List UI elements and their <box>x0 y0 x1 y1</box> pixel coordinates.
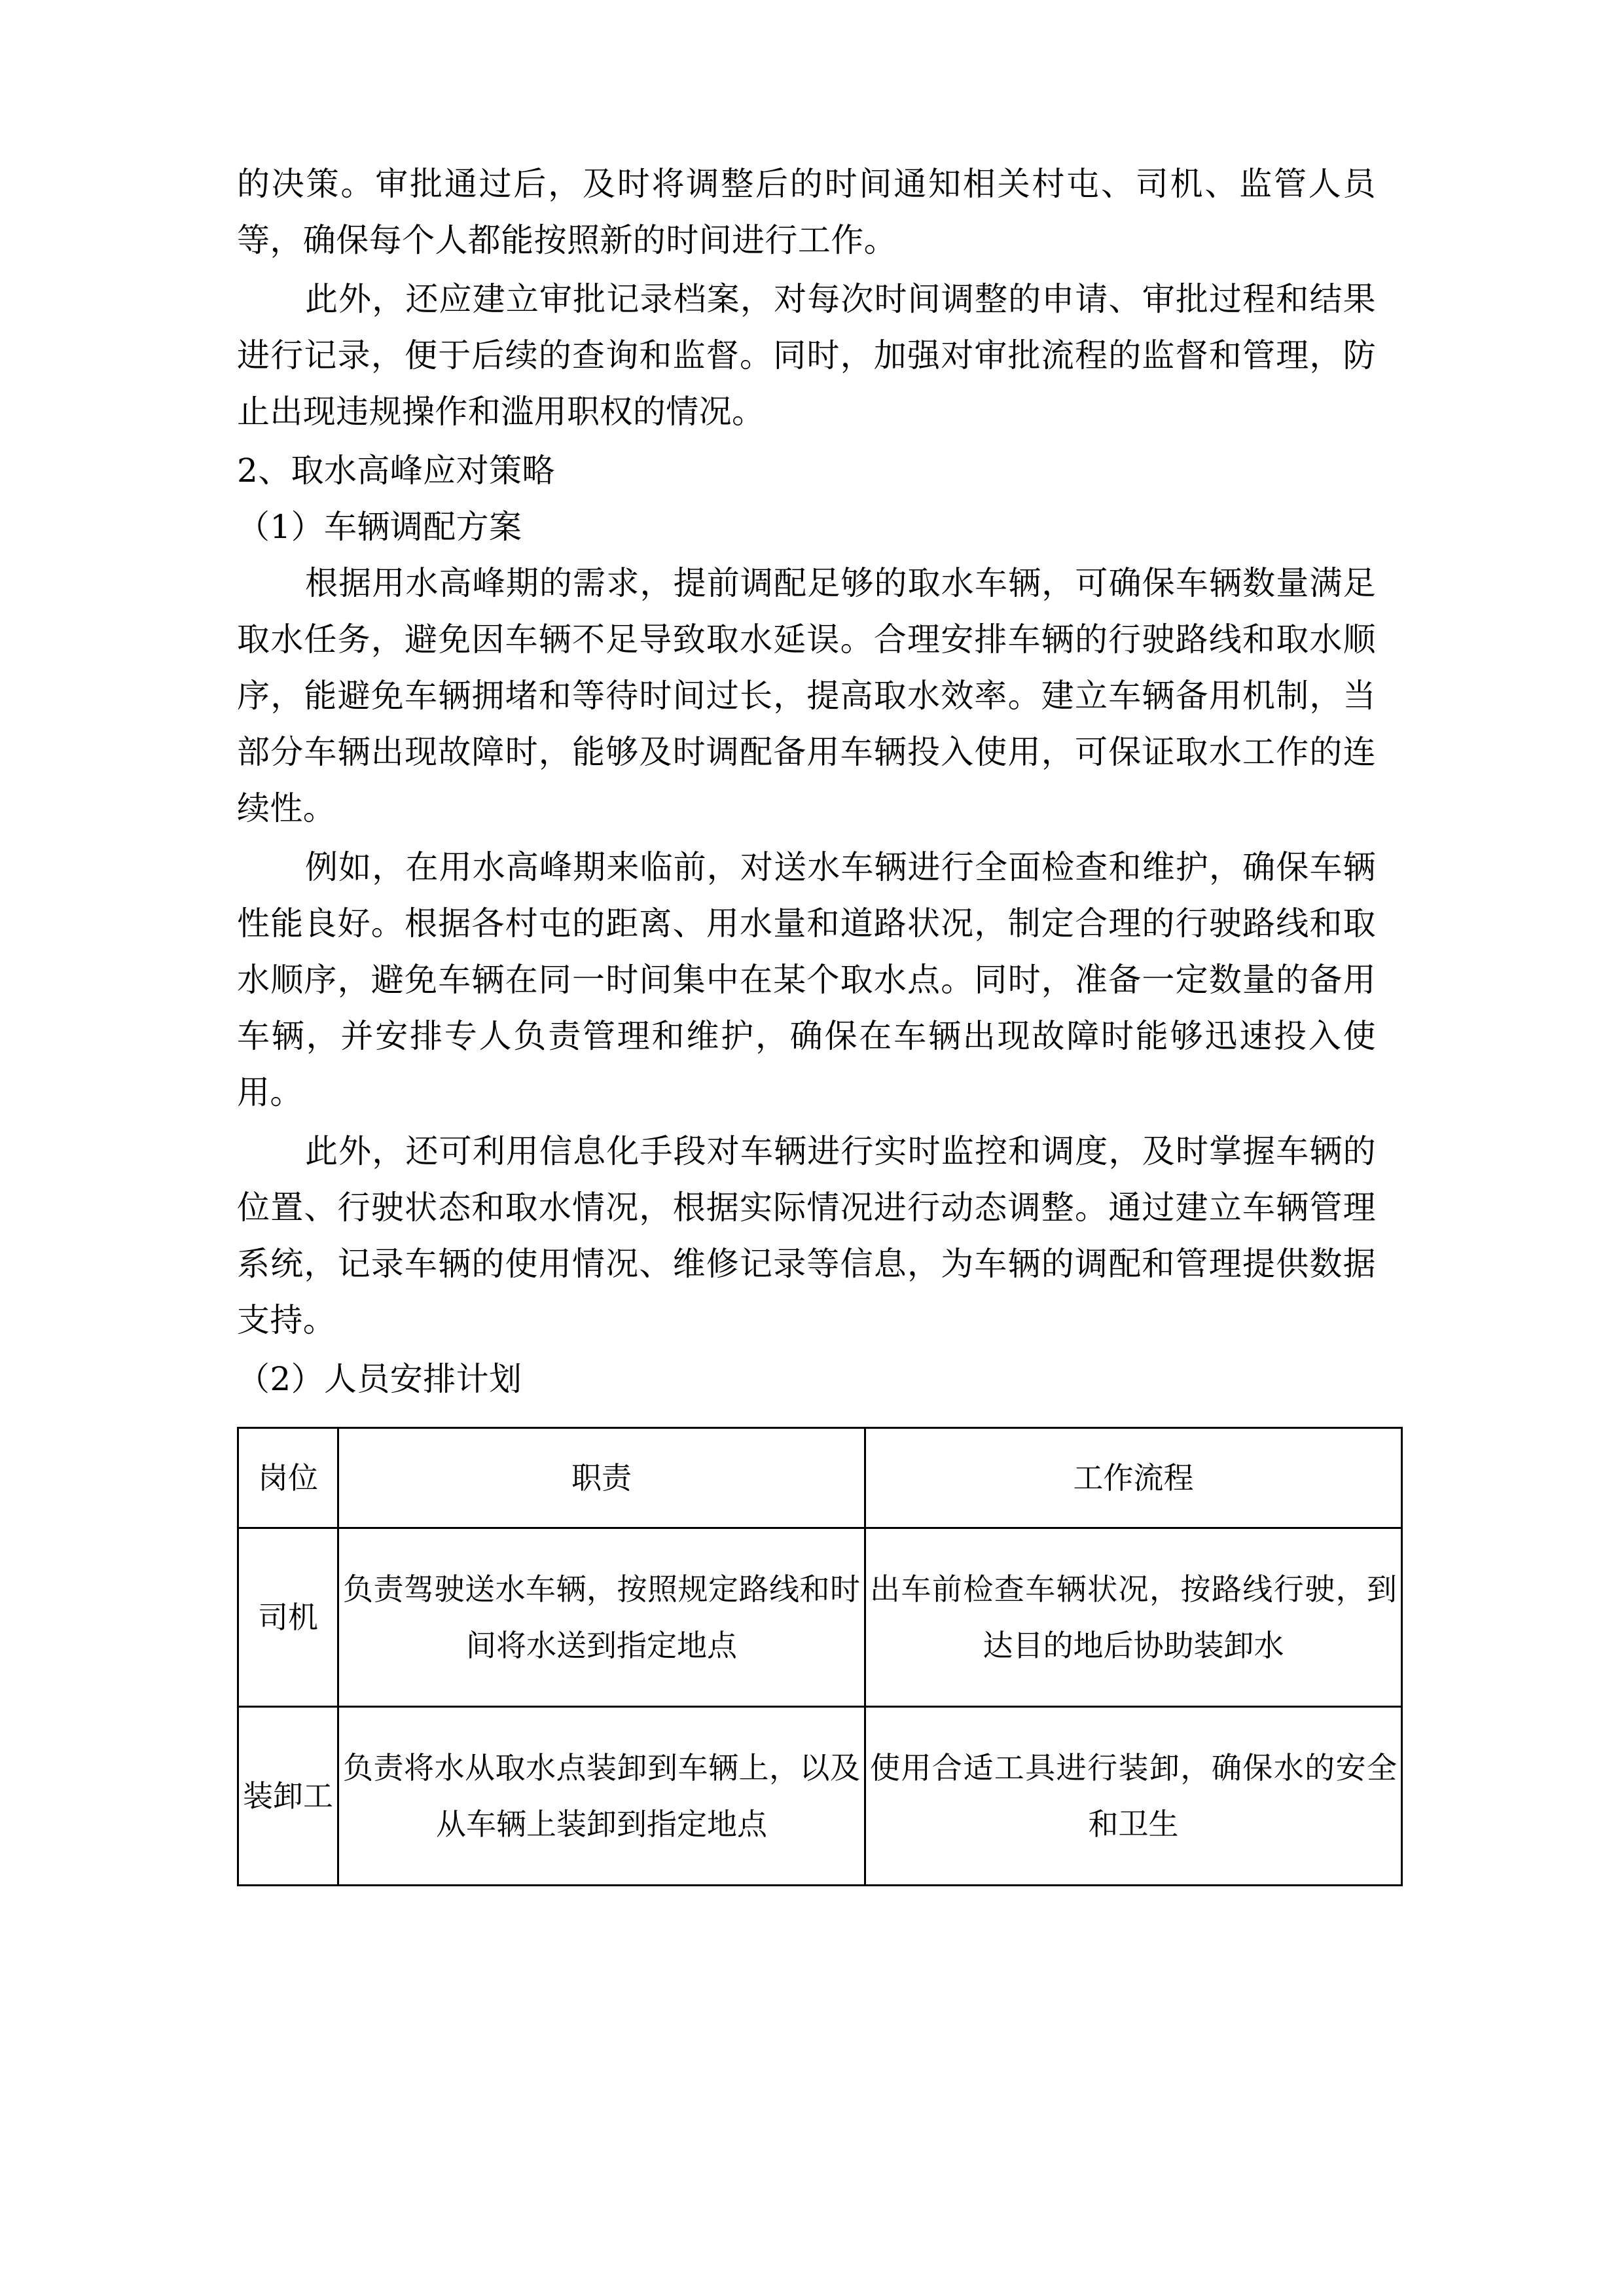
table-cell-workflow: 出车前检查车辆状况，按路线行驶，到达目的地后协助装卸水 <box>865 1528 1402 1707</box>
table-row <box>238 1528 1402 1707</box>
heading-staff-arrangement-plan: （2）人员安排计划 <box>237 1360 522 1398</box>
staff-arrangement-table <box>237 1427 1403 1886</box>
paragraph-informatization-dispatch: 此外，还可利用信息化手段对车辆进行实时监控和调度，及时掌握车辆的位置、行驶状态和取水情况，根据实际情况进行动态调整。通过建立车辆管理系统，记录车辆的使用情况、维修记录等信息，为车辆的调配和管理提供数据支持。 <box>237 1132 1376 1339</box>
paragraph-decision-approval: 的决策。审批通过后，及时将调整后的时间通知相关村屯、司机、监管人员等，确保每个人都能按照新的时间进行工作。 <box>237 165 1376 259</box>
table-cell-workflow: 使用合适工具进行装卸，确保水的安全和卫生 <box>865 1707 1402 1886</box>
heading-vehicle-allocation-plan: （1）车辆调配方案 <box>237 508 522 546</box>
table-cell-role: 装卸工 <box>238 1707 338 1886</box>
table-cell-duty: 负责将水从取水点装卸到车辆上，以及从车辆上装卸到指定地点 <box>338 1707 865 1886</box>
heading-peak-water-strategy: 2、取水高峰应对策略 <box>237 452 555 490</box>
paragraph-approval-records: 此外，还应建立审批记录档案，对每次时间调整的申请、审批过程和结果进行记录，便于后续的查询和监督。同时，加强对审批流程的监督和管理，防止出现违规操作和滥用职权的情况。 <box>237 280 1376 431</box>
table-cell-duty: 负责驾驶送水车辆，按照规定路线和时间将水送到指定地点 <box>338 1528 865 1707</box>
staff-table-wrapper <box>237 1427 1397 1886</box>
table-cell-role: 司机 <box>238 1528 338 1707</box>
paragraph-vehicle-example: 例如，在用水高峰期来临前，对送水车辆进行全面检查和维护，确保车辆性能良好。根据各村屯的距离、用水量和道路状况，制定合理的行驶路线和取水顺序，避免车辆在同一时间集中在某个取水点。同时，准备一定数量的备用车辆，并安排专人负责管理和维护，确保在车辆出现故障时能够迅速投入使用。 <box>237 848 1376 1111</box>
table-header-row <box>238 1428 1402 1528</box>
table-row <box>238 1707 1402 1886</box>
paragraph-vehicle-allocation: 根据用水高峰期的需求，提前调配足够的取水车辆，可确保车辆数量满足取水任务，避免因车辆不足导致取水延误。合理安排车辆的行驶路线和取水顺序，能避免车辆拥堵和等待时间过长，提高取水效率。建立车辆备用机制，当部分车辆出现故障时，能够及时调配备用车辆投入使用，可保证取水工作的连续性。 <box>237 564 1376 827</box>
table-header-workflow: 工作流程 <box>865 1428 1402 1528</box>
page-content <box>237 156 1397 1886</box>
table-header-duty: 职责 <box>338 1428 865 1528</box>
table-header-role: 岗位 <box>238 1428 338 1528</box>
